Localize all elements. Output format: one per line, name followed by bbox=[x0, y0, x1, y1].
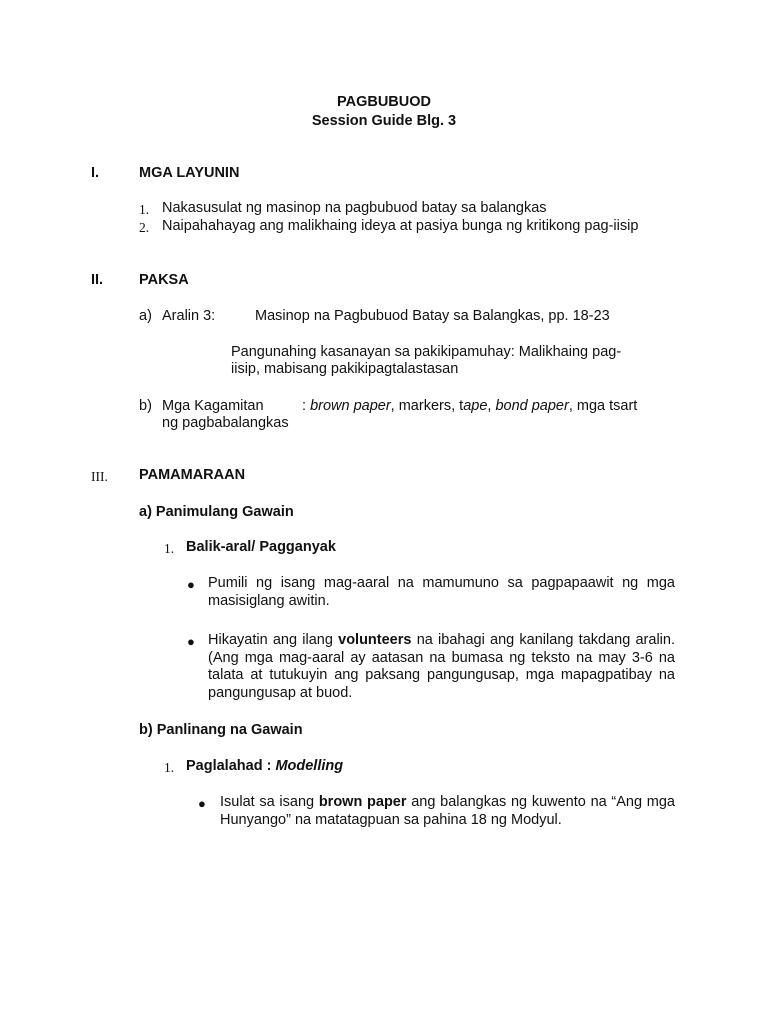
step-b1-label: Paglalahad : bbox=[186, 758, 276, 774]
materials-sep-2: , bbox=[487, 398, 496, 414]
section-2-numeral: II. bbox=[91, 272, 104, 288]
section-2-heading: PAKSA bbox=[139, 272, 189, 288]
bullet-3-post: ang balangkas ng kuwento na “Ang mga Hunyango” na matatagpuan sa pahina 18 ng Modyul. bbox=[220, 794, 675, 828]
bullet-dot-3: ● bbox=[198, 796, 206, 811]
step-b1-number: 1. bbox=[164, 760, 175, 775]
bullet-1-text: Pumili ng isang mag-aaral na mamumuno sa pagpapaawit ng mga masisiglang awitin. bbox=[208, 575, 675, 609]
materials-colon: : bbox=[302, 398, 311, 414]
step-a1-title: Balik-aral/ Pagganyak bbox=[186, 539, 336, 555]
core-skill-line-1: Pangunahing kasanayan sa pakikipamuhay: Malikhaing pag- bbox=[231, 344, 622, 360]
objective-1-text: Nakasusulat ng masinop na pagbubuod batay sa balangkas bbox=[162, 200, 547, 216]
document-title: PAGBUBUOD bbox=[337, 94, 431, 110]
section-1-numeral: I. bbox=[91, 165, 100, 181]
objective-2-number: 2. bbox=[139, 220, 150, 235]
material-bond-paper: bond paper bbox=[495, 398, 569, 414]
objective-2-text: Naipahahayag ang malikhaing ideya at pasiya bunga ng kritikong pag-iisip bbox=[162, 218, 639, 234]
materials-line-2: ng pagbabalangkas bbox=[162, 415, 289, 431]
material-tape: ape bbox=[463, 398, 488, 414]
materials-line-1 bbox=[302, 398, 637, 414]
subsection-a-heading: a) Panimulang Gawain bbox=[139, 504, 294, 520]
material-brown-paper: brown paper bbox=[310, 398, 391, 414]
topic-a-value: Masinop na Pagbubuod Batay sa Balangkas, pp. 18-23 bbox=[255, 308, 610, 324]
section-1-heading: MGA LAYUNIN bbox=[139, 165, 240, 181]
materials-sep-3: , mga tsart bbox=[568, 398, 638, 414]
bullet-dot-2: ● bbox=[187, 634, 195, 649]
core-skill-line-2: iisip, mabisang pakikipagtalastasan bbox=[231, 361, 459, 377]
topic-b-key: Mga Kagamitan bbox=[162, 398, 264, 414]
bullet-2-text bbox=[208, 632, 675, 702]
bullet-3-bold: brown paper bbox=[318, 794, 407, 810]
subsection-b-heading: b) Panlinang na Gawain bbox=[139, 722, 303, 738]
step-b1-italic: Modelling bbox=[275, 758, 344, 774]
topic-a-label: a) bbox=[139, 308, 152, 324]
section-3-numeral: III. bbox=[91, 469, 108, 484]
document-subtitle: Session Guide Blg. 3 bbox=[311, 113, 457, 129]
bullet-dot-1: ● bbox=[187, 577, 195, 592]
bullet-3-text bbox=[220, 794, 675, 829]
bullet-2-post: na ibahagi ang kanilang takdang aralin. (Ang mga mag-aaral ay aatasan na bumasa ng teksto na may 3-6 na talata at tutukuyin ang paksang pangungusap, mga mapagpatibay na pangungusap at buod. bbox=[208, 632, 675, 701]
objective-1-number: 1. bbox=[139, 202, 150, 217]
step-a1-number: 1. bbox=[164, 541, 175, 556]
section-3-heading: PAMAMARAAN bbox=[139, 467, 246, 483]
bullet-3-pre: Isulat sa isang bbox=[220, 794, 319, 810]
bullet-2-bold: volunteers bbox=[338, 632, 412, 648]
topic-a-key: Aralin 3: bbox=[162, 308, 216, 324]
step-b1-title bbox=[186, 758, 343, 774]
materials-sep-1: , markers, t bbox=[390, 398, 464, 414]
topic-b-label: b) bbox=[139, 398, 152, 414]
bullet-2-pre: Hikayatin ang ilang bbox=[208, 632, 339, 648]
